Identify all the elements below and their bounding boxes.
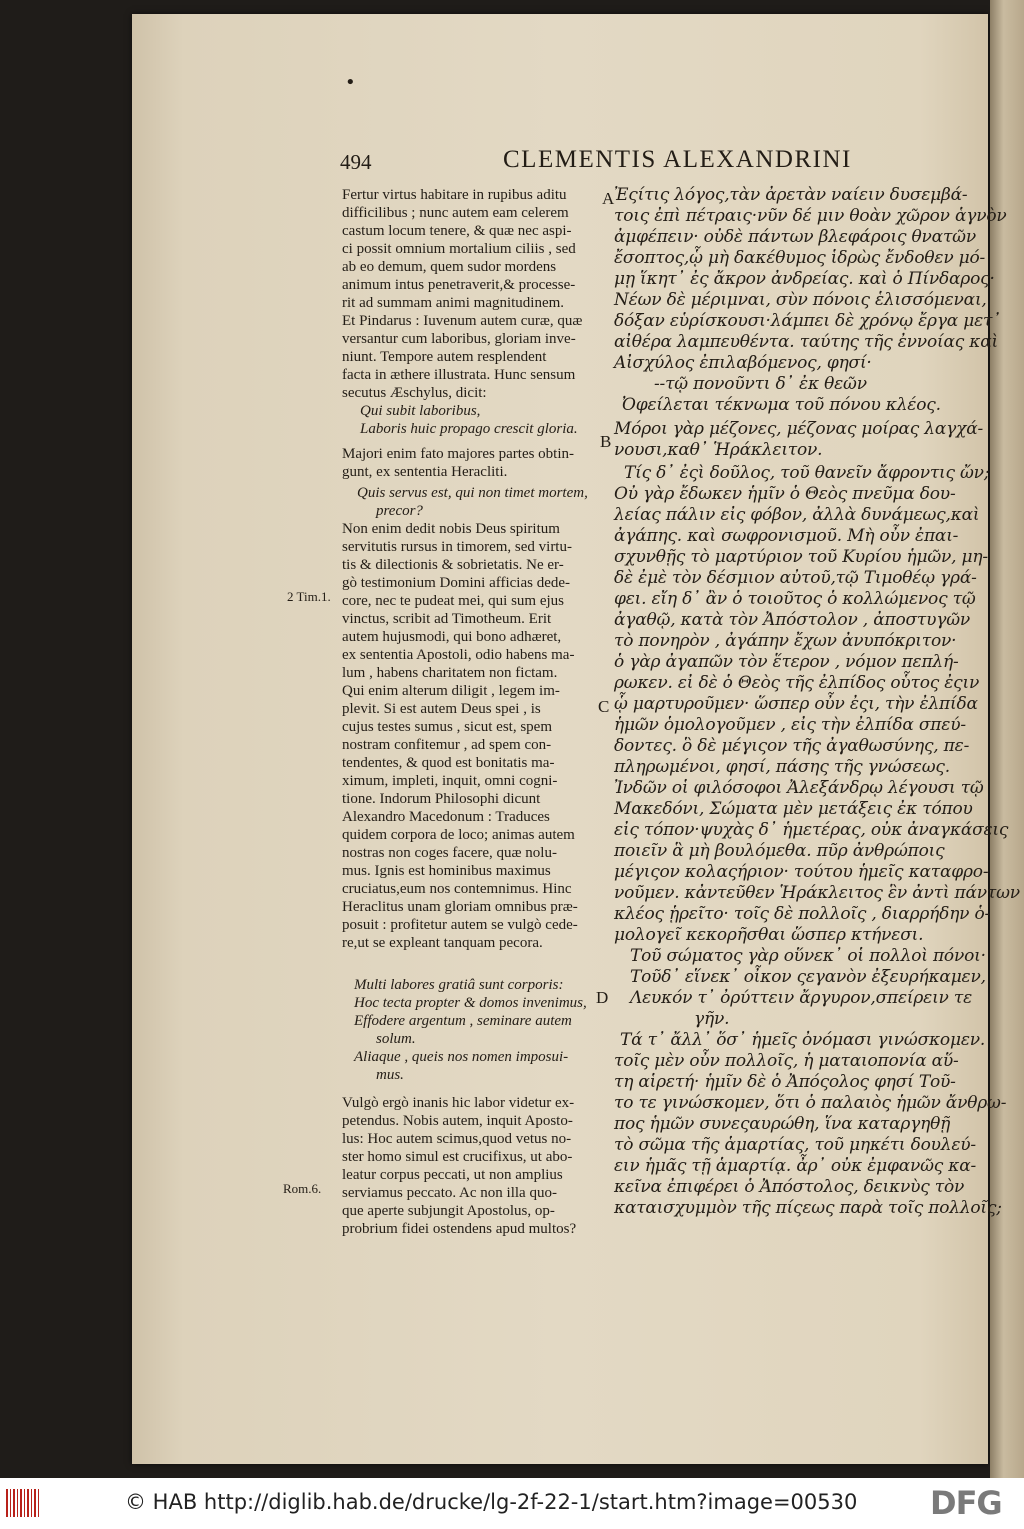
greek-text-line: ἡμῶν ὁμολογοῦμεν , εἰς τὴν ἐλπίδα σπεύ- bbox=[614, 715, 966, 735]
greek-text-line: σχυνθῇς τὸ μαρτύριον τοῦ Κυρίου ἡμῶν, μη- bbox=[614, 547, 988, 567]
latin-column bbox=[342, 186, 596, 1246]
greek-text-line: Τά τ᾽ ἄλλ᾽ ὅσ᾽ ἡμεῖς ὀνόμασι γινώσκομεν. bbox=[620, 1030, 986, 1050]
greek-text-line: αἰθέρα λαμπευθέντα. ταύτης τῆς ἐννοίας καὶ bbox=[614, 332, 998, 352]
greek-text-line: τοις ἐπὶ πέτραις·νῦν δέ μιν θοὰν χῶρον ἁγνὸν bbox=[614, 206, 1007, 226]
latin-text-line: Laboris huic propago crescit gloria. bbox=[360, 421, 578, 437]
greek-text-line: Τοῦδ᾽ εἵνεκ᾽ οἶκον ςεγανὸν ἐξευρήκαμεν, bbox=[630, 967, 986, 987]
latin-text-line: nostras non coges facere, quæ nolu- bbox=[342, 845, 557, 861]
latin-text-line: Quis servus est, qui non timet mortem, bbox=[357, 485, 588, 501]
greek-text-line: καταισχυμμὸν τῆς πίςεως παρὰ τοῖς πολλοῖς; bbox=[614, 1198, 1002, 1218]
latin-text-line: tione. Indorum Philosophi dicunt bbox=[342, 791, 541, 807]
greek-text-line: μῃ ἵκητ᾽ ἐς ἄκρον ἀνδρείας. καὶ ὁ Πίνδαρος· bbox=[614, 269, 995, 289]
greek-text-line: δόξαν εὑρίσκουσι·λάμπει δὲ χρόνῳ ἔργα μετ᾽ bbox=[614, 311, 1001, 331]
greek-text-line: ποιεῖν ἃ μὴ βουλόμεθα. πῦρ ἀνθρώποις bbox=[614, 841, 945, 861]
barcode-icon bbox=[6, 1489, 40, 1517]
greek-text-line: --τῷ πονοῦντι δ᾽ ἐκ θεῶν bbox=[654, 374, 867, 394]
latin-text-line: leatur corpus peccati, ut non amplius bbox=[342, 1167, 563, 1183]
greek-text-line: Τίς δ᾽ ἐςὶ δοῦλος, τοῦ θανεῖν ἄφροντις ὤν; bbox=[624, 463, 990, 483]
latin-text-line: cruciatus,eum nos contemnimus. Hinc bbox=[342, 881, 572, 897]
greek-text-line: ἀγάπης. καὶ σωφρονισμοῦ. Μὴ οὖν ἐπαι- bbox=[614, 526, 959, 546]
latin-text-line: lus: Hoc autem scimus,quod vetus no- bbox=[342, 1131, 572, 1147]
section-mark-b: B bbox=[600, 432, 612, 451]
greek-text-line: Ἰνδῶν οἱ φιλόσοφοι Ἀλεξάνδρῳ λέγουσι τῷ bbox=[614, 778, 984, 798]
latin-text-line: mus. bbox=[376, 1067, 404, 1083]
copyright-link[interactable]: © HAB http://diglib.hab.de/drucke/lg-2f-22-1/start.htm?image=00530 bbox=[125, 1490, 858, 1514]
greek-text-line: Νέων δὲ μέριμναι, σὺν πόνοις ἑλισσόμεναι, bbox=[614, 290, 987, 310]
greek-text-line: Μακεδόνι, Σώματα μὲν μετάξεις ἐκ τόπου bbox=[614, 799, 973, 819]
greek-text-line: Αἰσχύλος ἐπιλαβόμενος, φησί· bbox=[614, 353, 872, 373]
greek-column bbox=[614, 185, 1020, 1246]
latin-text-line: niunt. Tempore autem resplendent bbox=[342, 349, 547, 365]
greek-text-line: γῆν. bbox=[694, 1009, 730, 1029]
latin-text-line: autem hujusmodi, qui bono adhæret, bbox=[342, 629, 562, 645]
latin-text-line: serviamus peccato. Ac non illa quo- bbox=[342, 1185, 557, 1201]
latin-text-line: gunt, ex sententia Heracliti. bbox=[342, 464, 508, 480]
greek-text-line: νοῦμεν. κἀντεῦθεν Ἡράκλειτος ἓν ἀντὶ πάντων bbox=[614, 883, 1020, 903]
latin-text-line: Hoc tecta propter & domos invenimus, bbox=[354, 995, 587, 1011]
greek-text-line: ἔσοπτος,ᾧ μὴ δακέθυμος ἱδρὼς ἔνδοθεν μό- bbox=[614, 248, 986, 268]
greek-text-line: το τε γινώσκομεν, ὅτι ὁ παλαιὸς ἡμῶν ἄνθρω- bbox=[614, 1093, 1007, 1113]
greek-text-line: κεῖνα ἐπιφέρει ὁ Ἀπόστολος, δεικνὺς τὸν bbox=[614, 1177, 965, 1197]
greek-text-line: πος ἡμῶν συνεςαυρώθη, ἵνα καταργηθῇ bbox=[614, 1114, 951, 1134]
margin-note-romans: Rom.6. bbox=[283, 1181, 322, 1196]
section-mark-c: C bbox=[598, 697, 610, 716]
latin-text-line: Et Pindarus : Iuvenum autem curæ, quæ bbox=[342, 313, 583, 329]
latin-text-line: Vulgò ergò inanis hic labor videtur ex- bbox=[342, 1095, 575, 1111]
latin-text-line: Qui enim alterum diligit , legem im- bbox=[342, 683, 560, 699]
greek-text-line: ᾧ μαρτυροῦμεν· ὥσπερ οὖν ἐςι, τὴν ἐλπίδα bbox=[614, 694, 978, 714]
latin-text-line: Aliaque , queis nos nomen imposui- bbox=[354, 1049, 569, 1065]
latin-text-line: que aperte subjungit Apostolus, op- bbox=[342, 1203, 555, 1219]
latin-text-line: rit ad summam animi magnitudinem. bbox=[342, 295, 565, 311]
latin-text-line: mus. Ignis est hominibus maximus bbox=[342, 863, 551, 879]
greek-text-line: τὸ πονηρὸν , ἀγάπην ἔχων ἀνυπόκριτον· bbox=[614, 631, 957, 651]
latin-text-line: versantur cum laboribus, gloriam inve- bbox=[342, 331, 576, 347]
latin-text-line: ximum, impleti, inquit, omni cogni- bbox=[342, 773, 558, 789]
greek-text-line: Ἐςίτις λόγος,τὰν ἀρετὰν ναίειν δυσεμβά- bbox=[614, 185, 968, 205]
latin-text-line: lum , habens charitatem non fictam. bbox=[342, 665, 558, 681]
dfg-logo: DFG bbox=[930, 1484, 1002, 1522]
greek-text-line: ἀγαθῷ, κατὰ τὸν Ἀπόστολον , ἀποστυγῶν bbox=[614, 610, 970, 630]
latin-text-line: Majori enim fato majores partes obtin- bbox=[342, 446, 575, 462]
ink-dot: • bbox=[345, 72, 356, 93]
latin-text-line: Qui subit laboribus, bbox=[360, 403, 481, 419]
latin-text-line: animum intus penetraverit,& processe- bbox=[342, 277, 576, 293]
latin-text-line: secutus Æschylus, dicit: bbox=[342, 385, 487, 401]
latin-text-line: tis & dilectionis & sobrietatis. Ne er- bbox=[342, 557, 564, 573]
latin-text-line: re,ut se expleant tanquam pecora. bbox=[342, 935, 543, 951]
latin-text-line: Alexandro Macedonum : Traduces bbox=[342, 809, 550, 825]
greek-text-line: ἀμφέπειν· οὐδὲ πάντων βλεφάροις θνατῶν bbox=[614, 227, 976, 247]
latin-text-line: plevit. Si est autem Deus spei , is bbox=[342, 701, 541, 717]
margin-note-timothy: 2 Tim.1. bbox=[287, 589, 331, 604]
greek-text-line: μολογεῖ κεκορῆσθαι ὥσπερ κτήνεσι. bbox=[614, 925, 924, 945]
latin-text-line: ab eo demum, quem sudor mordens bbox=[342, 259, 557, 275]
latin-text-line: Multi labores gratiâ sunt corporis: bbox=[354, 977, 564, 993]
latin-text-line: Non enim dedit nobis Deus spiritum bbox=[342, 521, 560, 537]
greek-text-line: Οὐ γὰρ ἔδωκεν ἡμῖν ὁ Θεὸς πνεῦμα δου- bbox=[614, 484, 956, 504]
greek-text-line: τὸ σῶμα τῆς ἁμαρτίας, τοῦ μηκέτι δουλεύ- bbox=[614, 1135, 976, 1155]
greek-text-line: πληρωμένοι, φησί, πάσης τῆς γνώσεως. bbox=[614, 757, 950, 777]
greek-text-line: δὲ ἐμὲ τὸν δέσμιον αὐτοῦ,τῷ Τιμοθέῳ γρά- bbox=[614, 568, 977, 588]
latin-text-line: ex sententia Apostoli, odio habens ma- bbox=[342, 647, 575, 663]
section-mark-a: A bbox=[602, 189, 615, 208]
latin-text-line: ster homo simul est crucifixus, ut abo- bbox=[342, 1149, 573, 1165]
section-mark-d: D bbox=[596, 988, 609, 1007]
greek-text-line: φει. εἴη δ᾽ ἂν ὁ τοιοῦτος ὁ κολλώμενος τῷ bbox=[614, 589, 976, 609]
greek-text-line: τοῖς μὲν οὖν πολλοῖς, ἡ ματαιοπονία αὕ- bbox=[614, 1051, 959, 1071]
latin-text-line: Effodere argentum , seminare autem bbox=[354, 1013, 572, 1029]
greek-text-line: Λευκόν τ᾽ ὀρύττειν ἄργυρον,σπείρειν τε bbox=[630, 988, 973, 1008]
latin-text-line: precor? bbox=[376, 503, 423, 519]
greek-text-line: δοντες. ὃ δὲ μέγιςον τῆς ἀγαθωσύνης, πε- bbox=[614, 736, 970, 756]
greek-text-line: τη αἱρετή· ἡμῖν δὲ ὁ Ἀπόςολος φησί Τοῦ- bbox=[614, 1072, 956, 1092]
latin-text-line: Heraclitus unam gloriam omnibus præ- bbox=[342, 899, 578, 915]
greek-text-line: Ὀφείλεται τέκνωμα τοῦ πόνου κλέος. bbox=[622, 395, 941, 415]
viewer-footer bbox=[0, 1478, 1024, 1529]
greek-text-line: νουσι,καθ᾽ Ἡράκλειτον. bbox=[614, 440, 823, 460]
greek-text-line: ειν ἡμᾶς τῇ ἁμαρτίᾳ. ἆρ᾽ οὐκ ἐμφανῶς κα- bbox=[614, 1156, 977, 1176]
latin-text-line: difficilibus ; nunc autem eam celerem bbox=[342, 205, 569, 221]
greek-text-line: ὁ γὰρ ἀγαπῶν τὸν ἕτερον , νόμον πεπλή- bbox=[614, 652, 959, 672]
greek-text-line: μέγιςον κολαςήριον· τούτου ἡμεῖς καταφρο- bbox=[614, 862, 989, 882]
latin-text-line: servitutis rursus in timorem, sed virtu- bbox=[342, 539, 572, 555]
latin-text-line: facta in æthere illustrata. Hunc sensum bbox=[342, 367, 576, 383]
greek-text-line: ρωκεν. εἰ δὲ ὁ Θεὸς τῆς ἐλπίδος οὗτος ἐςιν bbox=[614, 673, 980, 693]
greek-text-line: εἰς τόπον·ψυχὰς δ᾽ ἡμετέρας, οὐκ ἀναγκάσεις bbox=[614, 820, 1009, 840]
latin-text-line: cujus testes sumus , sicut est, spem bbox=[342, 719, 552, 735]
latin-text-line: quidem corpora de loco; animas autem bbox=[342, 827, 575, 843]
greek-text-line: Τοῦ σώματος γὰρ οὕνεκ᾽ οἱ πολλοὶ πόνοι· bbox=[630, 946, 986, 966]
latin-text-line: probrium fidei ostendens apud multos? bbox=[342, 1221, 577, 1237]
latin-text-line: gò testimonium Domini afficias dede- bbox=[342, 575, 571, 591]
latin-text-line: posuit : profitetur autem se vulgò cede- bbox=[342, 917, 578, 933]
latin-text-line: petendus. Nobis autem, inquit Aposto- bbox=[342, 1113, 573, 1129]
latin-text-line: core, nec te pudeat mei, qui sum ejus bbox=[342, 593, 565, 609]
greek-text-line: λείας πάλιν εἰς φόβον, ἀλλὰ δυνάμεως,καὶ bbox=[614, 505, 980, 525]
latin-text-line: castum locum tenere, & quæ nec aspi- bbox=[342, 223, 572, 239]
latin-text-line: ci possit omnium mortalium ciliis , sed bbox=[342, 241, 576, 257]
latin-text-line: solum. bbox=[376, 1031, 416, 1047]
latin-text-line: vinctus, scribit ad Timotheum. Erit bbox=[342, 611, 552, 627]
greek-text-line: Μόροι γὰρ μέζονες, μέζονας μοίρας λαγχά- bbox=[614, 419, 984, 439]
latin-text-line: Fertur virtus habitare in rupibus aditu bbox=[342, 187, 567, 203]
greek-text-line: κλέος ᾑρεῖτο· τοῖς δὲ πολλοῖς , διαρρήδην ὁ- bbox=[614, 904, 991, 924]
running-title: CLEMENTIS ALEXANDRINI bbox=[503, 146, 852, 173]
latin-text-line: nostram confitemur , ad spem con- bbox=[342, 737, 552, 753]
latin-text-line: tendentes, & quod est bonitatis ma- bbox=[342, 755, 555, 771]
page-number: 494 bbox=[340, 150, 372, 174]
